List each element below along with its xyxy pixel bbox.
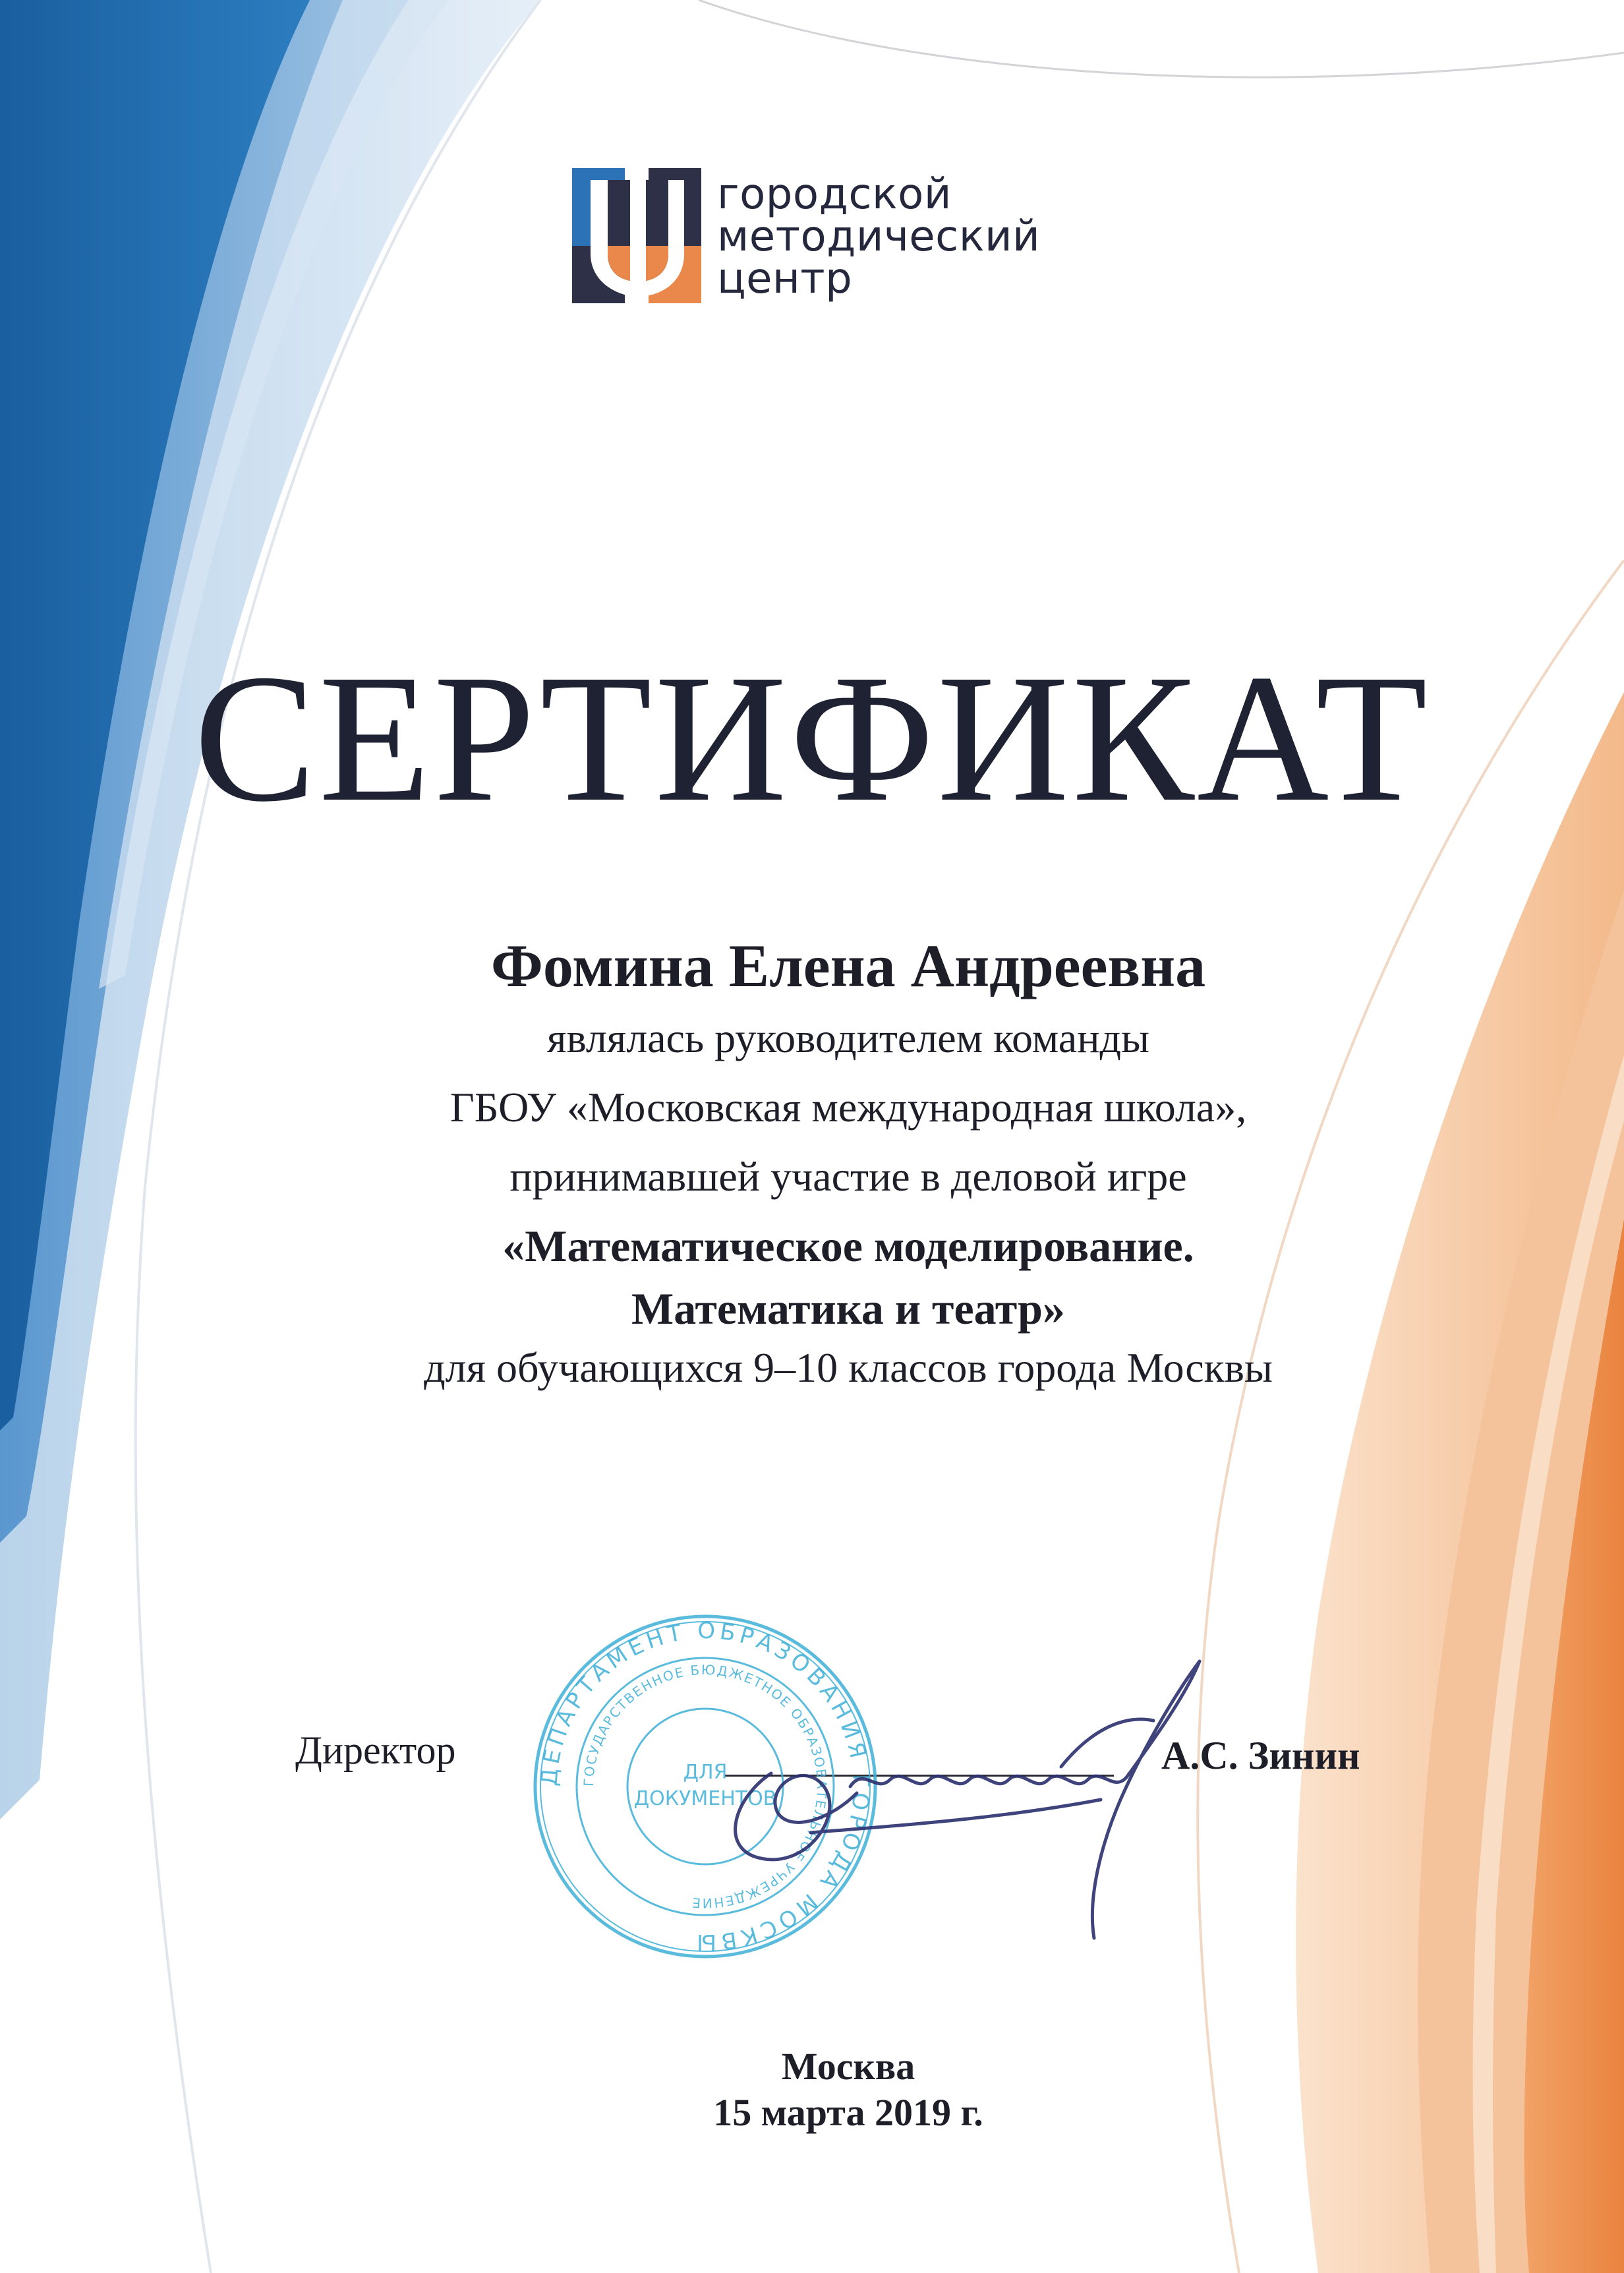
logo xyxy=(572,168,1073,307)
gmc-logo-mark-icon xyxy=(572,168,701,303)
director-name: А.С. Зинин xyxy=(1161,1734,1360,1777)
handwritten-signature-icon xyxy=(692,1635,1232,1951)
body-line-audience: для обучающихся 9–10 классов города Москвы xyxy=(424,1344,1273,1391)
logo-text xyxy=(717,170,1041,303)
director-label: Директор xyxy=(295,1728,456,1772)
logo-line-1: городской xyxy=(717,170,952,219)
event-title-line-1: «Математическое моделирование. xyxy=(502,1221,1194,1271)
stamp-center-text-2: ДОКУМЕНТОВ xyxy=(633,1787,777,1810)
certificate-title: СЕРТИФИКАТ xyxy=(194,637,1430,840)
city: Москва xyxy=(781,2045,915,2088)
stamp-ring-text: ДЕПАРТАМЕНТ ОБРАЗОВАНИЯ ГОРОДА МОСКВЫ xyxy=(536,1617,875,1956)
logo-line-3: центр xyxy=(717,254,853,303)
stamp-inner-ring-text: ГОСУДАРСТВЕННОЕ БЮДЖЕТНОЕ ОБРАЗОВАТЕЛЬНОЕ УЧРЕЖДЕНИЕ xyxy=(580,1661,830,1912)
recipient-name: Фомина Елена Андреевна xyxy=(490,932,1206,999)
event-title-line-2: Математика и театр» xyxy=(631,1284,1065,1334)
body-line-2: ГБОУ «Московская международная школа», xyxy=(450,1084,1247,1131)
stamp-center-text-1: ДЛЯ xyxy=(683,1761,728,1784)
issue-date: 15 марта 2019 г. xyxy=(713,2091,983,2134)
arc-line-top xyxy=(699,0,1624,77)
body-line-1: являлась руководителем команды xyxy=(547,1015,1149,1061)
logo-line-2: методический xyxy=(717,212,1041,261)
body-line-3: принимавшей участие в деловой игре xyxy=(509,1153,1187,1200)
